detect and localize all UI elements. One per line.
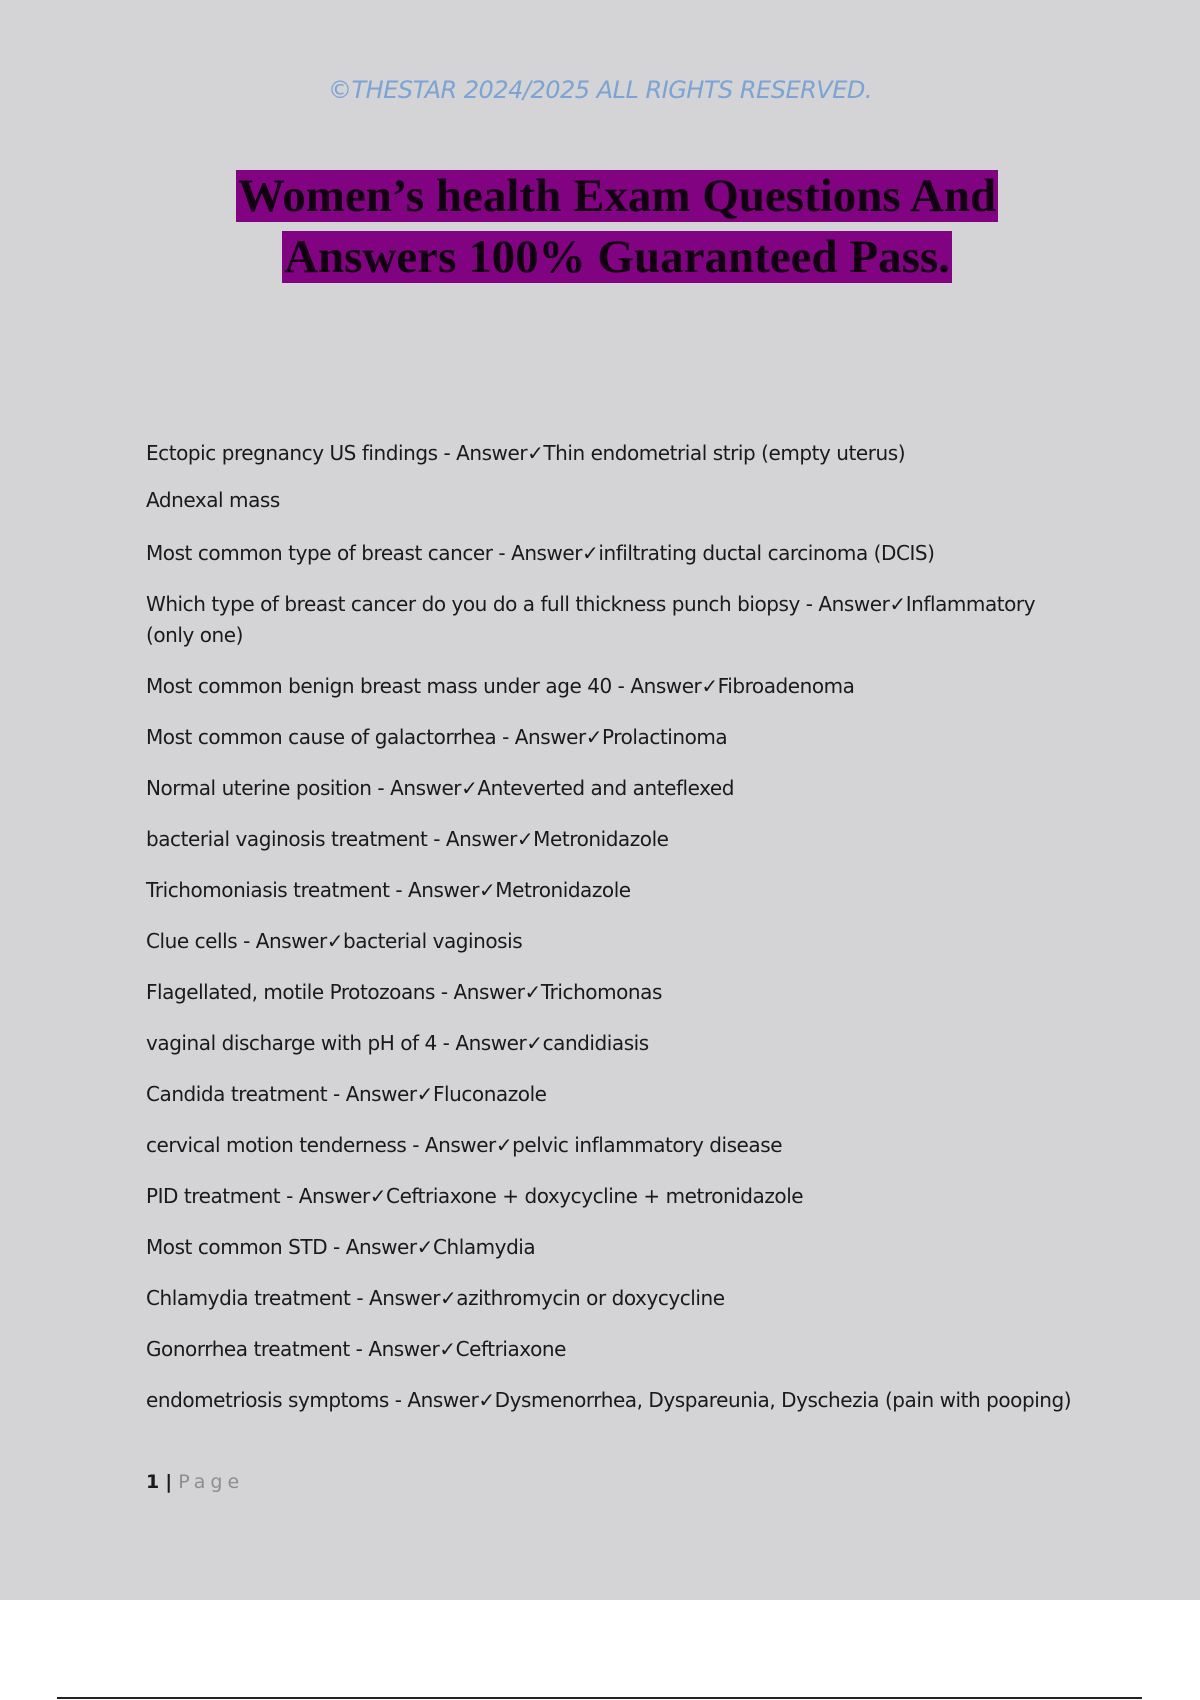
qa-item: Most common benign breast mass under age 40 - Answer✓Fibroadenoma bbox=[146, 674, 855, 698]
qa-item: Most common STD - Answer✓Chlamydia bbox=[146, 1235, 536, 1259]
copyright-notice: ©THESTAR 2024/2025 ALL RIGHTS RESERVED. bbox=[328, 76, 872, 104]
qa-item: Most common cause of galactorrhea - Answer✓Prolactinoma bbox=[146, 725, 728, 749]
next-page-divider bbox=[57, 1697, 1142, 1699]
qa-item: PID treatment - Answer✓Ceftriaxone + doxycycline + metronidazole bbox=[146, 1184, 804, 1208]
qa-item: Most common type of breast cancer - Answer✓infiltrating ductal carcinoma (DCIS) bbox=[146, 541, 935, 565]
page-number: 1 bbox=[146, 1471, 160, 1493]
qa-item: vaginal discharge with pH of 4 - Answer✓candidiasis bbox=[146, 1031, 649, 1055]
title-line-2: Answers 100% Guaranteed Pass. bbox=[284, 231, 950, 283]
page-separator: | bbox=[165, 1471, 173, 1493]
qa-item: endometriosis symptoms - Answer✓Dysmenorrhea, Dyspareunia, Dyschezia (pain with pooping) bbox=[146, 1388, 1072, 1412]
qa-item: Flagellated, motile Protozoans - Answer✓Trichomonas bbox=[146, 980, 662, 1004]
page-label: Page bbox=[178, 1471, 245, 1493]
qa-item: Candida treatment - Answer✓Fluconazole bbox=[146, 1082, 547, 1106]
qa-item: Which type of breast cancer do you do a full thickness punch biopsy - Answer✓Inflammatory (only one) bbox=[146, 592, 1036, 647]
document-title bbox=[0, 166, 1200, 288]
qa-item: Gonorrhea treatment - Answer✓Ceftriaxone bbox=[146, 1337, 566, 1361]
qa-item: Normal uterine position - Answer✓Anteverted and anteflexed bbox=[146, 776, 735, 800]
qa-item: cervical motion tenderness - Answer✓pelvic inflammatory disease bbox=[146, 1133, 783, 1157]
title-line-1: Women’s health Exam Questions And bbox=[237, 170, 997, 222]
qa-item: Trichomoniasis treatment - Answer✓Metronidazole bbox=[146, 878, 631, 902]
qa-list bbox=[146, 438, 1076, 1436]
qa-item: Ectopic pregnancy US findings - Answer✓Thin endometrial strip (empty uterus) bbox=[146, 441, 906, 465]
qa-item: bacterial vaginosis treatment - Answer✓Metronidazole bbox=[146, 827, 669, 851]
qa-item: Adnexal mass bbox=[146, 488, 280, 512]
qa-item: Clue cells - Answer✓bacterial vaginosis bbox=[146, 929, 523, 953]
page-footer bbox=[146, 1471, 244, 1493]
qa-item: Chlamydia treatment - Answer✓azithromycin or doxycycline bbox=[146, 1286, 725, 1310]
